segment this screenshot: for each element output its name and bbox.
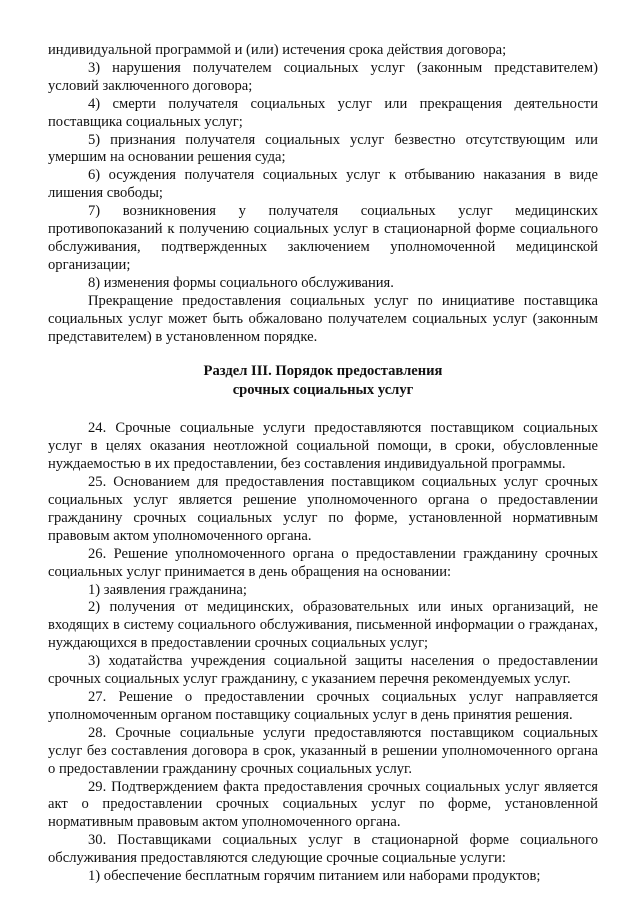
document-page bbox=[48, 42, 598, 886]
text-block-before-section bbox=[48, 42, 598, 346]
paragraph: 4) смерти получателя социальных услуг или прекращения деятельности поставщика социальных услуг; bbox=[48, 95, 598, 130]
section-heading bbox=[48, 362, 598, 400]
paragraph: 29. Подтверждением факта предоставления срочных социальных услуг является акт о предоставлении срочных социальных услуг по форме, установленной нормативным правовым актом уполномоченного органа. bbox=[48, 778, 598, 831]
paragraph: 3) ходатайства учреждения социальной защиты населения о предоставлении срочных социальных услуг гражданину, с указанием перечня рекомендуемых услуг. bbox=[48, 653, 598, 688]
paragraph: 1) заявления гражданина; bbox=[88, 581, 247, 598]
section-heading-line-2: срочных социальных услуг bbox=[232, 382, 414, 399]
paragraph: индивидуальной программой и (или) истечения срока действия договора; bbox=[48, 42, 507, 58]
paragraph: 2) получения от медицинских, образовательных или иных организаций, не входящих в систему социального обслуживания, письменной информации о гражданах, нуждающихся в предоставлении срочных социальных услуг; bbox=[48, 599, 598, 652]
paragraph: Прекращение предоставления социальных услуг по инициативе поставщика социальных услуг может быть обжаловано получателем социальных услуг (законным представителем) в установленном порядке. bbox=[48, 292, 598, 345]
paragraph: 27. Решение о предоставлении срочных социальных услуг направляется уполномоченным органом поставщику социальных услуг в день принятия решения. bbox=[48, 689, 598, 723]
paragraph: 1) обеспечение бесплатным горячим питанием или наборами продуктов; bbox=[88, 868, 541, 885]
paragraph: 26. Решение уполномоченного органа о предоставлении гражданину срочных социальных услуг принимается в день обращения на основании: bbox=[48, 545, 598, 580]
section-heading-line-1: Раздел III. Порядок предоставления bbox=[203, 363, 443, 380]
paragraph: 6) осуждения получателя социальных услуг к отбыванию наказания в виде лишения свободы; bbox=[48, 167, 598, 202]
paragraph: 30. Поставщиками социальных услуг в стационарной форме социального обслуживания предоставляются следующие срочные социальные услуги: bbox=[48, 832, 598, 867]
paragraph: 7) возникновения у получателя социальных услуг медицинских противопоказаний к получению социальных услуг в стационарной форме социального обслуживания, подтвержденных заключением уполномоченной медицинской организации; bbox=[48, 203, 598, 273]
paragraph: 25. Основанием для предоставления поставщиком социальных услуг срочных социальных услуг является решение уполномоченного органа о предоставлении гражданину срочных социальных услуг по форме, установленной нормативным правовым актом уполномоченного органа. bbox=[48, 474, 598, 544]
paragraph: 5) признания получателя социальных услуг безвестно отсутствующим или умершим на основании решения суда; bbox=[48, 131, 598, 166]
paragraph: 28. Срочные социальные услуги предоставляются поставщиком социальных услуг без составления договора в срок, указанный в решении уполномоченного органа о предоставлении гражданину срочных социальных услуг. bbox=[48, 724, 598, 777]
paragraph: 3) нарушения получателем социальных услуг (законным представителем) условий заключенного договора; bbox=[48, 59, 598, 94]
paragraph: 8) изменения формы социального обслуживания. bbox=[88, 274, 394, 291]
text-block-after-section bbox=[48, 420, 598, 886]
paragraph: 24. Срочные социальные услуги предоставляются поставщиком социальных услуг в целях оказания неотложной социальной помощи, в сроки, обусловленные нуждаемостью в их предоставлении, без составления индивидуальной программы. bbox=[48, 420, 598, 473]
